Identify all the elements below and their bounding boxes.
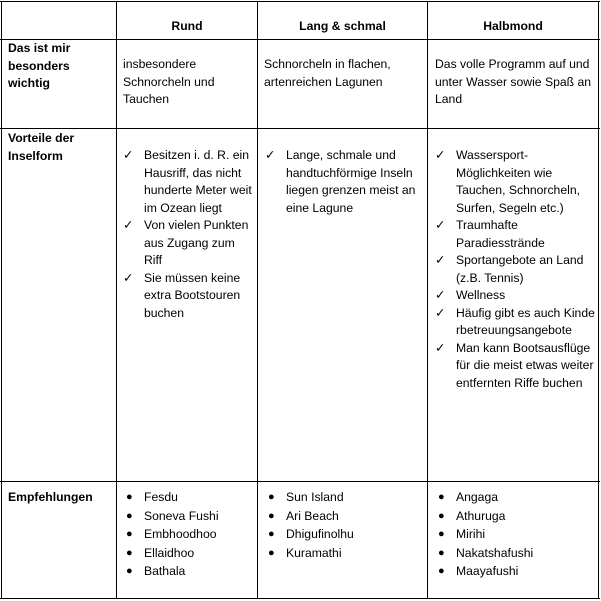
table-rule [0,598,600,599]
recommendations-rund [122,488,254,581]
bullet-icon: ● [438,565,445,577]
list-item: ✓ Besitzen i. d. R. ein Hausriff, das nicht hunderte Meter weit im Ozean liegt [123,148,252,215]
row-label-advantages: Vorteile der Inselform [8,131,75,163]
bullet-icon: ● [126,565,133,577]
table-rule [1,1,2,599]
bullet-icon: ● [438,546,445,559]
list-item: ● Embhoodhoo [122,525,254,544]
recommendations-halbmond [434,488,596,581]
check-icon: ✓ [435,288,446,302]
list-item: ● Kuramathi [264,544,424,563]
list-item: ✓ Traumhafte Paradiesstrände [435,218,545,250]
list-item: ● Dhigufinolhu [264,525,424,544]
table-rule [0,1,600,2]
list-item: ● Angaga [434,488,596,507]
recommendations-lang [264,488,424,562]
bullet-icon: ● [268,509,275,522]
bullet-icon: ● [268,546,275,559]
list-item: ● Mirihi [434,525,596,544]
list-item: ✓ Häufig gibt es auch Kinderbetreuungsangebote [435,305,595,337]
bullet-icon: ● [438,528,445,540]
list-item: ● Maayafushi [434,562,596,581]
row-label-recommendations: Empfehlungen [8,490,93,504]
important-halbmond: Das volle Programm auf und unter Wasser sowie Spaß an Land [435,57,592,106]
important-rund: insbesondere Schnorcheln und Tauchen [123,57,215,106]
important-lang: Schnorcheln in flachen, artenreichen Lagunen [264,57,391,89]
list-item: ● Soneva Fushi [122,507,254,526]
check-icon: ✓ [265,148,276,162]
list-item: ● Sun Island [264,488,424,507]
bullet-icon: ● [126,491,133,503]
check-icon: ✓ [435,218,446,232]
advantages-lang [264,147,424,217]
advantages-rund [122,147,254,322]
list-item: ✓ Wassersport-Möglichkeiten wie Tauchen, Schnorcheln, Surfen, Segeln etc.) [435,148,580,215]
list-item: ● Fesdu [122,488,254,507]
list-item: ✓ Sportangebote an Land (z.B. Tennis) [435,253,584,285]
check-icon: ✓ [435,305,446,320]
check-icon: ✓ [435,340,446,355]
list-item: ● Nakatshafushi [434,544,596,563]
list-item: ● Ellaidhoo [122,544,254,563]
table-rule [116,1,117,599]
table-rule [257,1,258,599]
table-rule [598,1,599,599]
check-icon: ✓ [123,270,134,285]
list-item: ✓ Lange, schmale und handtuchförmige Inseln liegen grenzen meist an eine Lagune [265,148,416,215]
column-header-lang: Lang & schmal [299,19,386,33]
list-item: ● Ari Beach [264,507,424,526]
bullet-icon: ● [268,528,275,540]
check-icon: ✓ [123,148,134,162]
column-header-rund: Rund [171,19,203,33]
bullet-icon: ● [438,491,445,503]
row-label-important: Das ist mir besonders wichtig [8,41,71,90]
list-item: ● Athuruga [434,507,596,526]
bullet-icon: ● [126,528,133,540]
bullet-icon: ● [126,509,133,522]
column-header-halbmond: Halbmond [483,19,543,33]
list-item: ● Bathala [122,562,254,581]
table-rule [427,1,428,599]
list-item: ✓ Wellness [434,287,596,305]
list-item: ✓ Sie müssen keine extra Bootstouren buchen [123,270,241,320]
list-item: ✓ Von vielen Punkten aus Zugang zum Riff [123,218,249,267]
advantages-halbmond [434,147,596,392]
check-icon: ✓ [123,218,134,232]
bullet-icon: ● [268,491,275,503]
check-icon: ✓ [435,253,446,267]
bullet-icon: ● [438,509,445,522]
table-rule [0,128,600,129]
table-rule [0,481,600,482]
check-icon: ✓ [435,148,446,162]
bullet-icon: ● [126,546,133,559]
list-item: ✓ Man kann Bootsausflüge für die meist etwas weiter entfernten Riffe buchen [435,340,594,390]
